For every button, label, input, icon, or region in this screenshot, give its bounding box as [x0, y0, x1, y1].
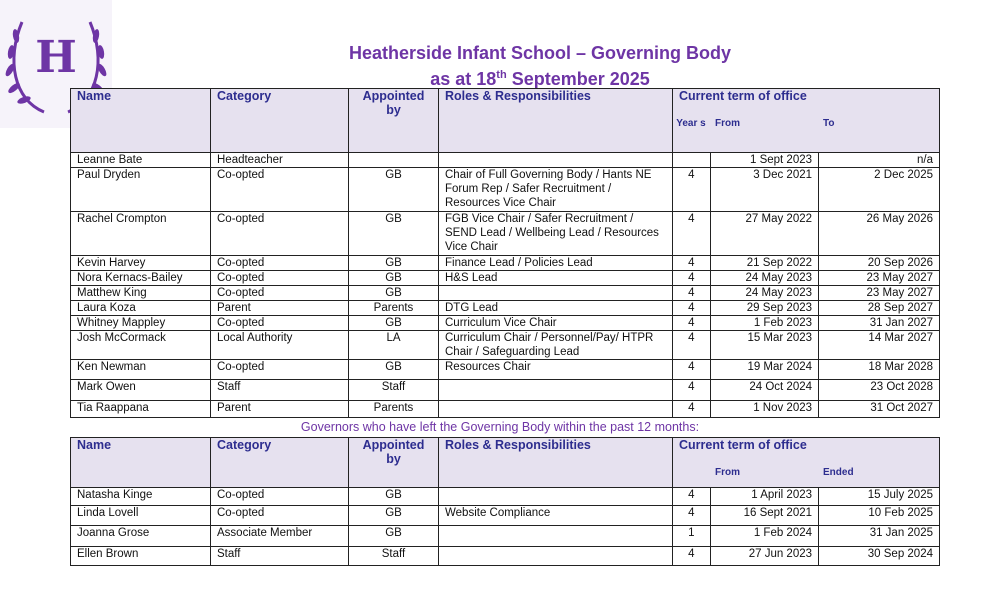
governor-term-years [673, 153, 711, 168]
governor-term-from: 21 Sep 2022 [710, 256, 818, 271]
governor-name: Laura Koza [71, 301, 211, 316]
title-line-2: as at 18th September 2025 [430, 69, 650, 89]
governor-term-from: 24 May 2023 [710, 286, 818, 301]
governor-roles [439, 526, 673, 547]
governor-term-to: 10 Feb 2025 [819, 506, 940, 526]
governor-name: Rachel Crompton [71, 212, 211, 256]
governor-roles [439, 488, 673, 506]
governor-term-to: 18 Mar 2028 [819, 360, 940, 380]
governor-appointed-by: GB [349, 316, 439, 331]
title-line-1: Heatherside Infant School – Governing Body [348, 43, 732, 63]
governor-term-to: 20 Sep 2026 [819, 256, 940, 271]
governor-category: Parent [211, 401, 349, 418]
governor-category: Co-opted [211, 271, 349, 286]
governor-term-to: 28 Sep 2027 [819, 301, 940, 316]
governor-appointed-by: GB [349, 256, 439, 271]
governor-category: Co-opted [211, 168, 349, 212]
header-from: From [715, 118, 740, 129]
header-roles: Roles & Responsibilities [439, 89, 673, 153]
former-header-term: Current term of office From Ended [673, 438, 940, 488]
governor-row [71, 360, 940, 380]
governor-appointed-by: Parents [349, 401, 439, 418]
governor-term-years: 4 [673, 506, 711, 526]
governor-term-from: 24 May 2023 [710, 271, 818, 286]
governor-row [71, 286, 940, 301]
governor-appointed-by: LA [349, 331, 439, 360]
header-to: To [823, 118, 835, 129]
governor-term-years: 4 [673, 488, 711, 506]
governor-term-from: 1 Nov 2023 [710, 401, 818, 418]
governor-roles [439, 380, 673, 401]
governor-term-from: 1 Sept 2023 [710, 153, 818, 168]
governor-roles: DTG Lead [439, 301, 673, 316]
governor-term-years: 4 [673, 286, 711, 301]
governor-name: Paul Dryden [71, 168, 211, 212]
governor-roles: H&S Lead [439, 271, 673, 286]
governor-category: Staff [211, 547, 349, 566]
governor-term-to: 31 Jan 2025 [819, 526, 940, 547]
governor-roles [439, 153, 673, 168]
governor-term-from: 27 Jun 2023 [710, 547, 818, 566]
governor-roles: Resources Chair [439, 360, 673, 380]
governor-row [71, 271, 940, 286]
governor-term-from: 1 April 2023 [710, 488, 818, 506]
governor-appointed-by: GB [349, 526, 439, 547]
former-governor-row [71, 506, 940, 526]
governor-row [71, 316, 940, 331]
governor-term-from: 24 Oct 2024 [710, 380, 818, 401]
governor-term-years: 1 [673, 526, 711, 547]
governor-category: Associate Member [211, 526, 349, 547]
former-header-name: Name [71, 438, 211, 488]
governor-row [71, 380, 940, 401]
governor-term-to: 31 Jan 2027 [819, 316, 940, 331]
former-header-roles: Roles & Responsibilities [439, 438, 673, 488]
former-governors-table [70, 437, 940, 566]
governor-term-from: 3 Dec 2021 [710, 168, 818, 212]
former-governors-caption: Governors who have left the Governing Body within the past 12 months: [300, 420, 700, 434]
governor-name: Matthew King [71, 286, 211, 301]
governor-row [71, 153, 940, 168]
governor-term-to: 15 July 2025 [819, 488, 940, 506]
governor-name: Leanne Bate [71, 153, 211, 168]
governor-term-years: 4 [673, 301, 711, 316]
governor-term-years: 4 [673, 401, 711, 418]
governor-roles: Website Compliance [439, 506, 673, 526]
governor-term-from: 16 Sept 2021 [710, 506, 818, 526]
governor-term-to: 31 Oct 2027 [819, 401, 940, 418]
governor-name: Nora Kernacs-Bailey [71, 271, 211, 286]
governor-appointed-by: GB [349, 286, 439, 301]
former-governor-row [71, 526, 940, 547]
governor-roles: Chair of Full Governing Body / Hants NE Forum Rep / Safer Recruitment / Resources Vice Chair [439, 168, 673, 212]
current-governors-table [70, 88, 940, 418]
governor-term-years: 4 [673, 168, 711, 212]
governor-term-to: 14 Mar 2027 [819, 331, 940, 360]
page-title [300, 42, 780, 90]
governor-category: Co-opted [211, 212, 349, 256]
governor-appointed-by: GB [349, 168, 439, 212]
governor-appointed-by: GB [349, 360, 439, 380]
governor-name: Joanna Grose [71, 526, 211, 547]
governor-term-from: 29 Sep 2023 [710, 301, 818, 316]
governor-category: Co-opted [211, 256, 349, 271]
governor-roles: Curriculum Chair / Personnel/Pay/ HTPR Chair / Safeguarding Lead [439, 331, 673, 360]
svg-text:H: H [35, 32, 77, 83]
governor-category: Parent [211, 301, 349, 316]
governor-category: Co-opted [211, 506, 349, 526]
governor-term-years: 4 [673, 256, 711, 271]
governor-category: Staff [211, 380, 349, 401]
former-header-appointed-by: Appointed by [349, 438, 439, 488]
governor-category: Local Authority [211, 331, 349, 360]
governor-name: Ellen Brown [71, 547, 211, 566]
governor-appointed-by: GB [349, 212, 439, 256]
governor-name: Natasha Kinge [71, 488, 211, 506]
header-appointed-by: Appointed by [349, 89, 439, 153]
governor-term-from: 1 Feb 2024 [710, 526, 818, 547]
governor-category: Co-opted [211, 316, 349, 331]
governor-appointed-by: Staff [349, 547, 439, 566]
former-header-from: From [715, 467, 740, 478]
governor-appointed-by: GB [349, 271, 439, 286]
governor-row [71, 212, 940, 256]
header-name: Name [71, 89, 211, 153]
governor-term-to: 23 May 2027 [819, 271, 940, 286]
governor-category: Headteacher [211, 153, 349, 168]
governor-row [71, 401, 940, 418]
governor-category: Co-opted [211, 488, 349, 506]
governor-row [71, 301, 940, 316]
governor-appointed-by: Staff [349, 380, 439, 401]
governor-term-to: 23 Oct 2028 [819, 380, 940, 401]
header-category: Category [211, 89, 349, 153]
governor-name: Tia Raappana [71, 401, 211, 418]
governor-appointed-by: Parents [349, 301, 439, 316]
governor-term-from: 27 May 2022 [710, 212, 818, 256]
governor-roles [439, 286, 673, 301]
former-header-category: Category [211, 438, 349, 488]
header-term: Current term of office Year s From To [673, 89, 940, 153]
governor-roles: Curriculum Vice Chair [439, 316, 673, 331]
governor-roles: FGB Vice Chair / Safer Recruitment / SEND Lead / Wellbeing Lead / Resources Vice Chair [439, 212, 673, 256]
governor-term-from: 19 Mar 2024 [710, 360, 818, 380]
governor-roles [439, 547, 673, 566]
governor-roles: Finance Lead / Policies Lead [439, 256, 673, 271]
governor-term-to: 30 Sep 2024 [819, 547, 940, 566]
governor-appointed-by: GB [349, 488, 439, 506]
governor-term-years: 4 [673, 331, 711, 360]
governor-name: Ken Newman [71, 360, 211, 380]
governor-name: Josh McCormack [71, 331, 211, 360]
governor-term-years: 4 [673, 271, 711, 286]
governor-name: Whitney Mappley [71, 316, 211, 331]
former-governor-row [71, 547, 940, 566]
governor-name: Kevin Harvey [71, 256, 211, 271]
governor-term-years: 4 [673, 547, 711, 566]
governor-term-years: 4 [673, 316, 711, 331]
governor-term-to: n/a [819, 153, 940, 168]
governor-roles [439, 401, 673, 418]
governor-row [71, 256, 940, 271]
governor-row [71, 168, 940, 212]
governor-name: Linda Lovell [71, 506, 211, 526]
governor-category: Co-opted [211, 360, 349, 380]
governor-term-from: 15 Mar 2023 [710, 331, 818, 360]
governor-appointed-by [349, 153, 439, 168]
governor-term-years: 4 [673, 212, 711, 256]
governor-term-from: 1 Feb 2023 [710, 316, 818, 331]
former-governor-row [71, 488, 940, 506]
governor-category: Co-opted [211, 286, 349, 301]
governor-appointed-by: GB [349, 506, 439, 526]
header-years: Year s [676, 118, 706, 129]
governor-term-to: 23 May 2027 [819, 286, 940, 301]
former-header-ended: Ended [823, 467, 854, 478]
governor-term-to: 2 Dec 2025 [819, 168, 940, 212]
governor-name: Mark Owen [71, 380, 211, 401]
governor-term-to: 26 May 2026 [819, 212, 940, 256]
governor-term-years: 4 [673, 360, 711, 380]
governor-row [71, 331, 940, 360]
governor-term-years: 4 [673, 380, 711, 401]
